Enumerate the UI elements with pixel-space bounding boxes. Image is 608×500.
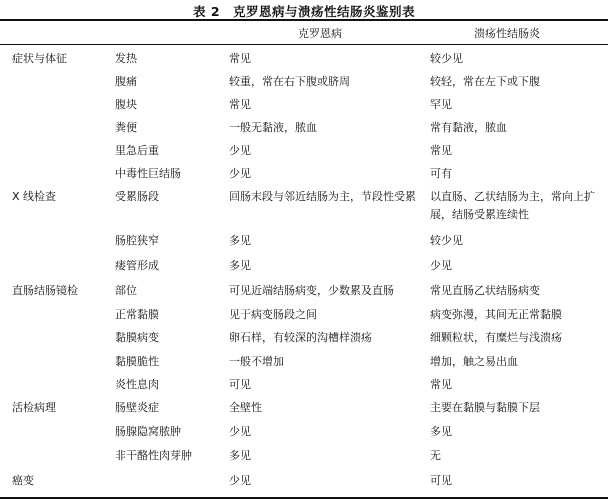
row-item: 部位: [115, 284, 137, 297]
row-item: 肠腺隐窝脓肿: [115, 425, 181, 438]
row-uc: 增加，触之易出血: [430, 355, 518, 368]
row-uc: 可见: [430, 474, 452, 487]
row-crohn: 卵石样，有较深的沟槽样溃疡: [229, 331, 372, 344]
header-crohn: 克罗恩病: [298, 27, 342, 40]
row-item: 肠壁炎症: [115, 401, 159, 414]
bottom-rule: [0, 497, 608, 499]
row-crohn: 见于病变肠段之间: [229, 308, 317, 321]
row-uc: 较少见: [430, 52, 463, 65]
row-group: 癌变: [12, 474, 34, 487]
row-crohn: 少见: [229, 167, 251, 180]
row-uc: 细颗粒状，有糜烂与浅溃疡: [430, 331, 562, 344]
row-item: 正常黏膜: [115, 308, 159, 321]
table-title: 表 2 克罗恩病与溃疡性结肠炎鉴别表: [192, 4, 416, 19]
row-item: 受累肠段: [115, 190, 159, 203]
row-uc: 以直肠、乙状结肠为主，常向上扩展，结肠受累连续性: [430, 190, 595, 221]
row-crohn: 多见: [229, 449, 251, 462]
header-uc: 溃疡性结肠炎: [474, 27, 540, 40]
row-uc: 主要在黏膜与黏膜下层: [430, 401, 540, 414]
row-crohn: 较重，常在右下腹或脐周: [229, 75, 350, 88]
row-uc: 常有黏液，脓血: [430, 121, 507, 134]
row-uc: 常见: [430, 378, 452, 391]
row-crohn: 回肠末段与邻近结肠为主，节段性受累: [229, 190, 416, 203]
row-crohn: 常见: [229, 52, 251, 65]
row-uc: 较少见: [430, 234, 463, 247]
row-crohn: 多见: [229, 259, 251, 272]
row-uc: 罕见: [430, 98, 452, 111]
row-group: 症状与体征: [12, 52, 67, 65]
row-crohn: 多见: [229, 234, 251, 247]
row-group: 活检病理: [12, 401, 56, 414]
row-item: 中毒性巨结肠: [115, 167, 181, 180]
row-uc: 常见: [430, 144, 452, 157]
row-crohn: 常见: [229, 98, 251, 111]
row-item: 肠腔狭窄: [115, 234, 159, 247]
row-item: 里急后重: [115, 144, 159, 157]
row-group: X 线检查: [12, 190, 57, 203]
row-item: 发热: [115, 52, 137, 65]
row-item: 瘘管形成: [115, 259, 159, 272]
row-uc: 病变弥漫，其间无正常黏膜: [430, 308, 562, 321]
row-uc: 常见直肠乙状结肠病变: [430, 284, 540, 297]
row-item: 腹块: [115, 98, 137, 111]
row-uc: 可有: [430, 167, 452, 180]
row-crohn: 一般无黏液，脓血: [229, 121, 317, 134]
row-item: 炎性息肉: [115, 378, 159, 391]
row-item: 黏膜脆性: [115, 355, 159, 368]
row-uc: 较轻，常在左下或下腹: [430, 75, 540, 88]
row-crohn: 少见: [229, 474, 251, 487]
row-uc: 少见: [430, 259, 452, 272]
header-rule: [0, 44, 608, 45]
row-crohn: 少见: [229, 144, 251, 157]
table-header: [0, 20, 608, 44]
row-item: 粪便: [115, 121, 137, 134]
row-item: 非干酪性肉芽肿: [115, 449, 192, 462]
row-crohn: 全壁性: [229, 401, 262, 414]
row-crohn: 少见: [229, 425, 251, 438]
row-group: 直肠结肠镜检: [12, 284, 78, 297]
row-uc: 无: [430, 449, 441, 462]
row-item: 黏膜病变: [115, 331, 159, 344]
row-item: 腹痛: [115, 75, 137, 88]
row-crohn: 一般不增加: [229, 355, 284, 368]
row-uc: 多见: [430, 425, 452, 438]
row-crohn: 可见: [229, 378, 251, 391]
row-crohn: 可见近端结肠病变，少数累及直肠: [229, 284, 394, 297]
